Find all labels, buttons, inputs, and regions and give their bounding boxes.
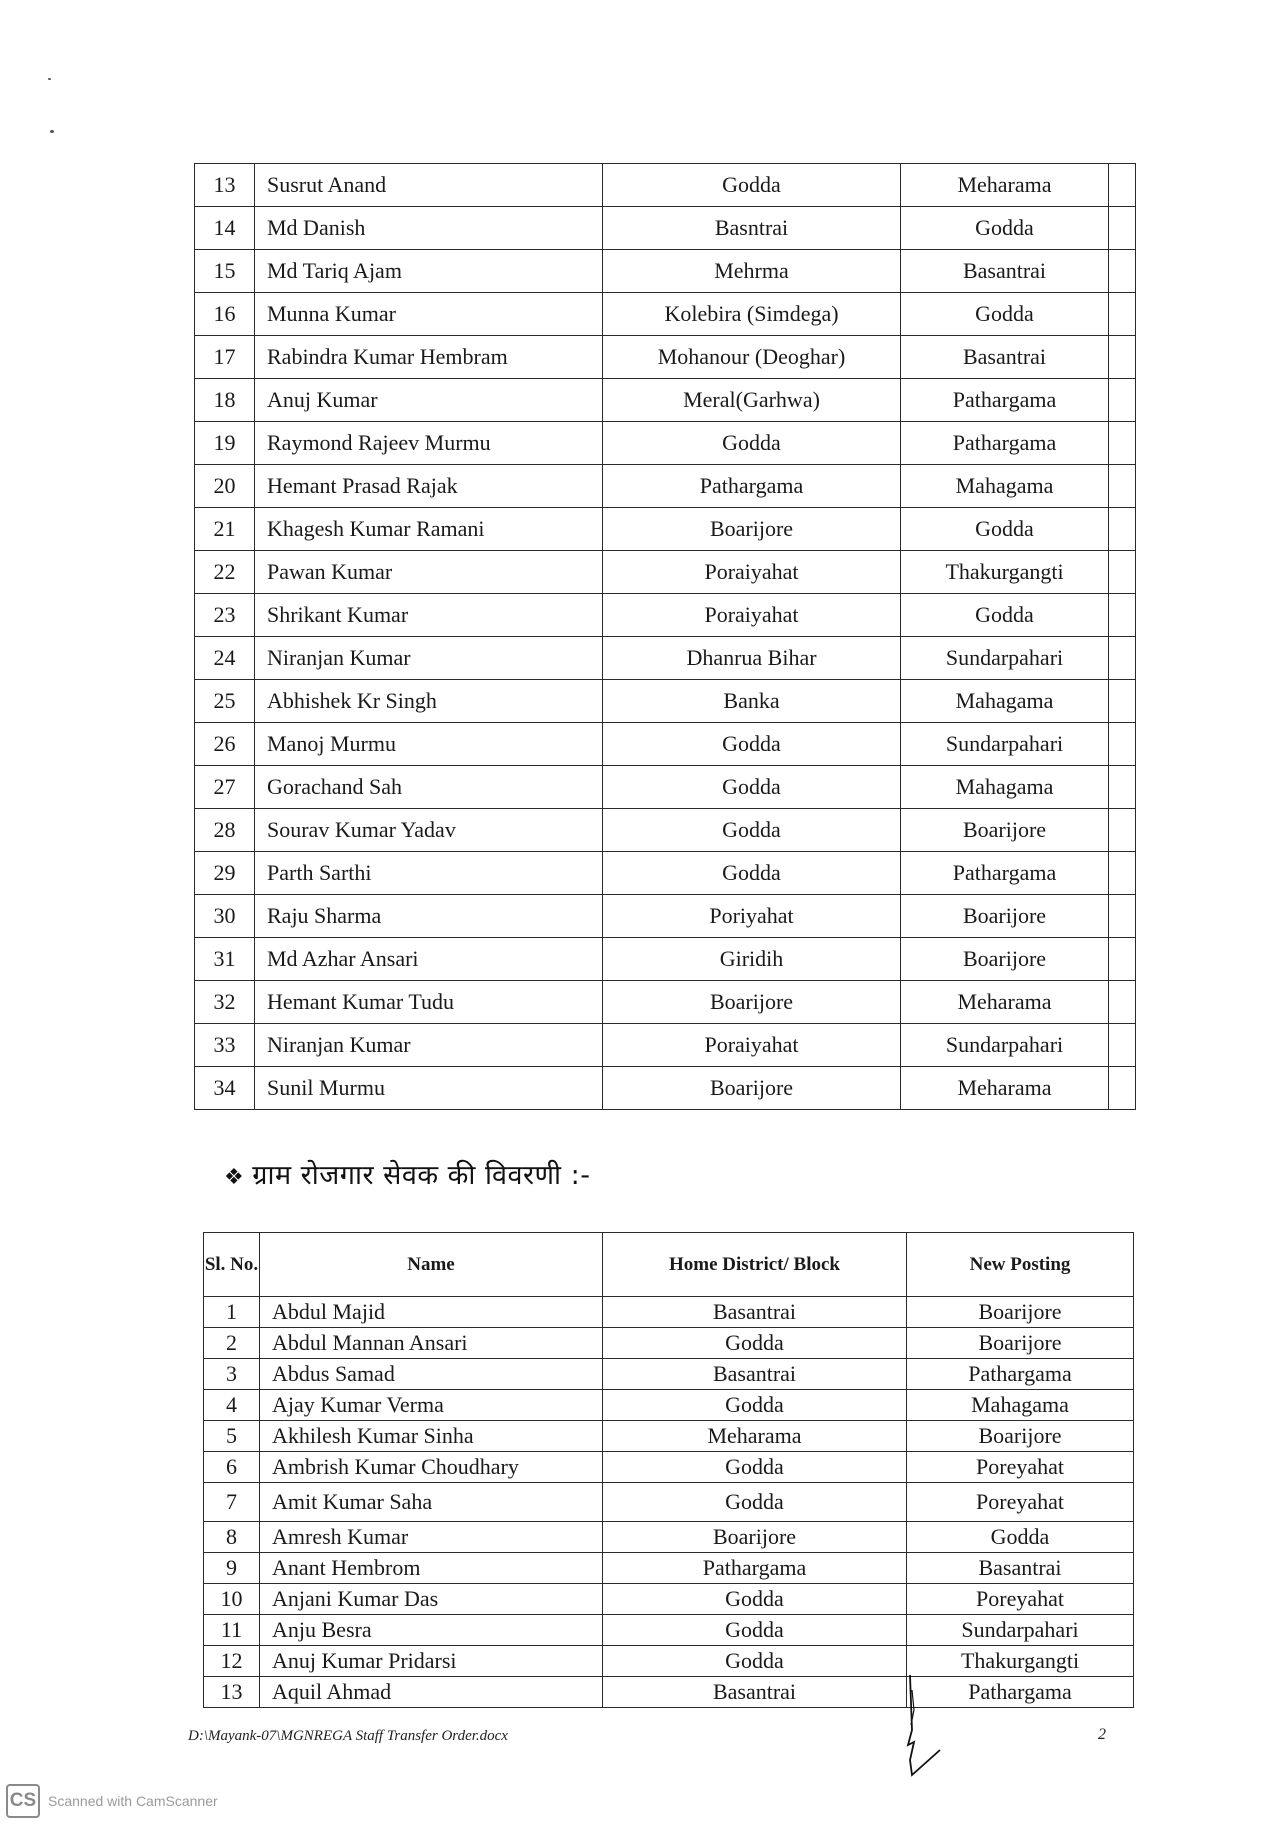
employee-name: Niranjan Kumar bbox=[255, 637, 603, 680]
gram-rozgar-sevak-table bbox=[203, 1232, 1134, 1708]
empty-cell bbox=[1109, 336, 1136, 379]
new-posting: Mahagama bbox=[901, 766, 1109, 809]
serial-number: 17 bbox=[195, 336, 255, 379]
table-row bbox=[195, 207, 1136, 250]
table-row bbox=[195, 1024, 1136, 1067]
new-posting: Godda bbox=[901, 508, 1109, 551]
home-district: Kolebira (Simdega) bbox=[603, 293, 901, 336]
home-district: Banka bbox=[603, 680, 901, 723]
home-district: Dhanrua Bihar bbox=[603, 637, 901, 680]
employee-name: Anuj Kumar Pridarsi bbox=[260, 1646, 603, 1677]
table-row bbox=[195, 508, 1136, 551]
employee-name: Akhilesh Kumar Sinha bbox=[260, 1421, 603, 1452]
new-posting: Poreyahat bbox=[907, 1483, 1134, 1522]
empty-cell bbox=[1109, 723, 1136, 766]
empty-cell bbox=[1109, 680, 1136, 723]
new-posting: Mahagama bbox=[907, 1390, 1134, 1421]
employee-name: Parth Sarthi bbox=[255, 852, 603, 895]
serial-number: 11 bbox=[204, 1615, 260, 1646]
table-row bbox=[204, 1483, 1134, 1522]
new-posting: Basantrai bbox=[907, 1553, 1134, 1584]
home-district: Poraiyahat bbox=[603, 594, 901, 637]
home-district: Meral(Garhwa) bbox=[603, 379, 901, 422]
new-posting: Poreyahat bbox=[907, 1584, 1134, 1615]
table-row bbox=[204, 1452, 1134, 1483]
serial-number: 32 bbox=[195, 981, 255, 1024]
empty-cell bbox=[1109, 293, 1136, 336]
employee-name: Hemant Kumar Tudu bbox=[255, 981, 603, 1024]
employee-name: Aquil Ahmad bbox=[260, 1677, 603, 1708]
empty-cell bbox=[1109, 164, 1136, 207]
serial-number: 16 bbox=[195, 293, 255, 336]
empty-cell bbox=[1109, 508, 1136, 551]
new-posting: Mahagama bbox=[901, 465, 1109, 508]
employee-name: Pawan Kumar bbox=[255, 551, 603, 594]
camscanner-watermark bbox=[6, 1784, 218, 1818]
employee-name: Abdul Majid bbox=[260, 1297, 603, 1328]
employee-name: Anuj Kumar bbox=[255, 379, 603, 422]
empty-cell bbox=[1109, 207, 1136, 250]
table-row bbox=[195, 164, 1136, 207]
new-posting: Boarijore bbox=[907, 1421, 1134, 1452]
empty-cell bbox=[1109, 422, 1136, 465]
employee-name: Ambrish Kumar Choudhary bbox=[260, 1452, 603, 1483]
scan-speck bbox=[48, 78, 51, 80]
employee-name: Abdul Mannan Ansari bbox=[260, 1328, 603, 1359]
new-posting: Pathargama bbox=[907, 1677, 1134, 1708]
table-row bbox=[204, 1297, 1134, 1328]
table-row bbox=[204, 1646, 1134, 1677]
serial-number: 20 bbox=[195, 465, 255, 508]
serial-number: 27 bbox=[195, 766, 255, 809]
serial-number: 13 bbox=[195, 164, 255, 207]
table-row bbox=[195, 680, 1136, 723]
employee-name: Anju Besra bbox=[260, 1615, 603, 1646]
new-posting: Sundarpahari bbox=[901, 723, 1109, 766]
new-posting: Pathargama bbox=[907, 1359, 1134, 1390]
employee-name: Sunil Murmu bbox=[255, 1067, 603, 1110]
table-row bbox=[195, 895, 1136, 938]
empty-cell bbox=[1109, 465, 1136, 508]
serial-number: 2 bbox=[204, 1328, 260, 1359]
serial-number: 1 bbox=[204, 1297, 260, 1328]
home-district: Godda bbox=[603, 1452, 907, 1483]
employee-name: Raju Sharma bbox=[255, 895, 603, 938]
serial-number: 25 bbox=[195, 680, 255, 723]
diamond-bullet-icon: ❖ bbox=[224, 1165, 245, 1190]
table-row bbox=[195, 637, 1136, 680]
home-district: Poraiyahat bbox=[603, 1024, 901, 1067]
table-row bbox=[195, 379, 1136, 422]
serial-number: 4 bbox=[204, 1390, 260, 1421]
new-posting: Meharama bbox=[901, 981, 1109, 1024]
serial-number: 19 bbox=[195, 422, 255, 465]
table-row bbox=[204, 1677, 1134, 1708]
table-row bbox=[195, 723, 1136, 766]
serial-number: 10 bbox=[204, 1584, 260, 1615]
table-row bbox=[204, 1522, 1134, 1553]
new-posting: Boarijore bbox=[901, 895, 1109, 938]
serial-number: 30 bbox=[195, 895, 255, 938]
new-posting: Godda bbox=[901, 594, 1109, 637]
employee-name: Susrut Anand bbox=[255, 164, 603, 207]
employee-name: Munna Kumar bbox=[255, 293, 603, 336]
home-district: Boarijore bbox=[603, 508, 901, 551]
employee-name: Rabindra Kumar Hembram bbox=[255, 336, 603, 379]
employee-name: Anjani Kumar Das bbox=[260, 1584, 603, 1615]
empty-cell bbox=[1109, 637, 1136, 680]
table-row bbox=[195, 981, 1136, 1024]
home-district: Boarijore bbox=[603, 1067, 901, 1110]
empty-cell bbox=[1109, 379, 1136, 422]
home-district: Poraiyahat bbox=[603, 551, 901, 594]
home-district: Godda bbox=[603, 766, 901, 809]
table-header-row bbox=[204, 1233, 1134, 1297]
serial-number: 28 bbox=[195, 809, 255, 852]
employee-name: Md Danish bbox=[255, 207, 603, 250]
new-posting: Boarijore bbox=[901, 809, 1109, 852]
table-row bbox=[195, 1067, 1136, 1110]
serial-number: 23 bbox=[195, 594, 255, 637]
empty-cell bbox=[1109, 809, 1136, 852]
empty-cell bbox=[1109, 895, 1136, 938]
employee-name: Gorachand Sah bbox=[255, 766, 603, 809]
home-district: Giridih bbox=[603, 938, 901, 981]
serial-number: 9 bbox=[204, 1553, 260, 1584]
home-district: Godda bbox=[603, 809, 901, 852]
new-posting: Meharama bbox=[901, 164, 1109, 207]
serial-number: 22 bbox=[195, 551, 255, 594]
employee-name: Ajay Kumar Verma bbox=[260, 1390, 603, 1421]
camscanner-logo-icon: CS bbox=[6, 1784, 40, 1818]
serial-number: 5 bbox=[204, 1421, 260, 1452]
home-district: Meharama bbox=[603, 1421, 907, 1452]
table-row bbox=[195, 551, 1136, 594]
new-posting: Boarijore bbox=[901, 938, 1109, 981]
serial-number: 8 bbox=[204, 1522, 260, 1553]
new-posting: Sundarpahari bbox=[901, 1024, 1109, 1067]
employee-name: Niranjan Kumar bbox=[255, 1024, 603, 1067]
serial-number: 34 bbox=[195, 1067, 255, 1110]
home-district: Basantrai bbox=[603, 1297, 907, 1328]
header-new-posting: New Posting bbox=[907, 1233, 1134, 1297]
empty-cell bbox=[1109, 551, 1136, 594]
home-district: Godda bbox=[603, 164, 901, 207]
serial-number: 29 bbox=[195, 852, 255, 895]
home-district: Godda bbox=[603, 422, 901, 465]
table-row bbox=[204, 1553, 1134, 1584]
home-district: Godda bbox=[603, 1646, 907, 1677]
serial-number: 26 bbox=[195, 723, 255, 766]
table-row bbox=[195, 465, 1136, 508]
new-posting: Pathargama bbox=[901, 852, 1109, 895]
table-row bbox=[204, 1615, 1134, 1646]
new-posting: Meharama bbox=[901, 1067, 1109, 1110]
header-sl-no: Sl. No. bbox=[204, 1233, 260, 1297]
serial-number: 13 bbox=[204, 1677, 260, 1708]
new-posting: Basantrai bbox=[901, 336, 1109, 379]
table-row bbox=[195, 766, 1136, 809]
employee-name: Md Azhar Ansari bbox=[255, 938, 603, 981]
employee-name: Sourav Kumar Yadav bbox=[255, 809, 603, 852]
serial-number: 33 bbox=[195, 1024, 255, 1067]
serial-number: 15 bbox=[195, 250, 255, 293]
employee-name: Khagesh Kumar Ramani bbox=[255, 508, 603, 551]
new-posting: Thakurgangti bbox=[907, 1646, 1134, 1677]
home-district: Pathargama bbox=[603, 1553, 907, 1584]
serial-number: 18 bbox=[195, 379, 255, 422]
table-row bbox=[195, 938, 1136, 981]
serial-number: 21 bbox=[195, 508, 255, 551]
employee-name: Abdus Samad bbox=[260, 1359, 603, 1390]
home-district: Mohanour (Deoghar) bbox=[603, 336, 901, 379]
table-row bbox=[195, 809, 1136, 852]
home-district: Basantrai bbox=[603, 1677, 907, 1708]
home-district: Pathargama bbox=[603, 465, 901, 508]
home-district: Godda bbox=[603, 1584, 907, 1615]
serial-number: 3 bbox=[204, 1359, 260, 1390]
section-heading-text: ग्राम रोजगार सेवक की विवरणी :- bbox=[252, 1160, 591, 1191]
serial-number: 24 bbox=[195, 637, 255, 680]
employee-name: Raymond Rajeev Murmu bbox=[255, 422, 603, 465]
new-posting: Godda bbox=[901, 207, 1109, 250]
home-district: Godda bbox=[603, 723, 901, 766]
empty-cell bbox=[1109, 594, 1136, 637]
serial-number: 6 bbox=[204, 1452, 260, 1483]
table-row bbox=[195, 852, 1136, 895]
home-district: Godda bbox=[603, 1483, 907, 1522]
table-row bbox=[195, 594, 1136, 637]
serial-number: 7 bbox=[204, 1483, 260, 1522]
home-district: Godda bbox=[603, 1615, 907, 1646]
employee-name: Amit Kumar Saha bbox=[260, 1483, 603, 1522]
home-district: Basntrai bbox=[603, 207, 901, 250]
empty-cell bbox=[1109, 981, 1136, 1024]
employee-name: Amresh Kumar bbox=[260, 1522, 603, 1553]
camscanner-text: Scanned with CamScanner bbox=[48, 1793, 218, 1809]
table-row bbox=[195, 293, 1136, 336]
home-district: Godda bbox=[603, 852, 901, 895]
employee-name: Hemant Prasad Rajak bbox=[255, 465, 603, 508]
employee-name: Abhishek Kr Singh bbox=[255, 680, 603, 723]
serial-number: 12 bbox=[204, 1646, 260, 1677]
serial-number: 31 bbox=[195, 938, 255, 981]
home-district: Boarijore bbox=[603, 1522, 907, 1553]
employee-name: Anant Hembrom bbox=[260, 1553, 603, 1584]
new-posting: Thakurgangti bbox=[901, 551, 1109, 594]
employee-name: Shrikant Kumar bbox=[255, 594, 603, 637]
scan-speck bbox=[50, 130, 54, 133]
signature-mark bbox=[900, 1670, 970, 1780]
home-district: Mehrma bbox=[603, 250, 901, 293]
new-posting: Boarijore bbox=[907, 1297, 1134, 1328]
page-number: 2 bbox=[1098, 1726, 1106, 1743]
table-row bbox=[204, 1584, 1134, 1615]
new-posting: Godda bbox=[901, 293, 1109, 336]
table-row bbox=[204, 1359, 1134, 1390]
table-row bbox=[195, 336, 1136, 379]
empty-cell bbox=[1109, 938, 1136, 981]
new-posting: Basantrai bbox=[901, 250, 1109, 293]
empty-cell bbox=[1109, 1024, 1136, 1067]
new-posting: Pathargama bbox=[901, 379, 1109, 422]
header-name: Name bbox=[260, 1233, 603, 1297]
empty-cell bbox=[1109, 250, 1136, 293]
empty-cell bbox=[1109, 1067, 1136, 1110]
serial-number: 14 bbox=[195, 207, 255, 250]
new-posting: Mahagama bbox=[901, 680, 1109, 723]
table-row bbox=[204, 1421, 1134, 1452]
table-row bbox=[204, 1390, 1134, 1421]
footer-file-path: D:\Mayank-07\MGNREGA Staff Transfer Order.docx bbox=[188, 1728, 508, 1744]
employee-name: Manoj Murmu bbox=[255, 723, 603, 766]
table-row bbox=[204, 1328, 1134, 1359]
section-heading bbox=[224, 1155, 590, 1192]
new-posting: Pathargama bbox=[901, 422, 1109, 465]
new-posting: Sundarpahari bbox=[901, 637, 1109, 680]
empty-cell bbox=[1109, 766, 1136, 809]
employee-name: Md Tariq Ajam bbox=[255, 250, 603, 293]
table-row bbox=[195, 250, 1136, 293]
home-district: Godda bbox=[603, 1390, 907, 1421]
home-district: Basantrai bbox=[603, 1359, 907, 1390]
table-row bbox=[195, 422, 1136, 465]
home-district: Boarijore bbox=[603, 981, 901, 1024]
home-district: Godda bbox=[603, 1328, 907, 1359]
header-home-district: Home District/ Block bbox=[603, 1233, 907, 1297]
transfer-table-continued bbox=[194, 163, 1136, 1110]
new-posting: Godda bbox=[907, 1522, 1134, 1553]
home-district: Poriyahat bbox=[603, 895, 901, 938]
new-posting: Sundarpahari bbox=[907, 1615, 1134, 1646]
new-posting: Boarijore bbox=[907, 1328, 1134, 1359]
new-posting: Poreyahat bbox=[907, 1452, 1134, 1483]
empty-cell bbox=[1109, 852, 1136, 895]
